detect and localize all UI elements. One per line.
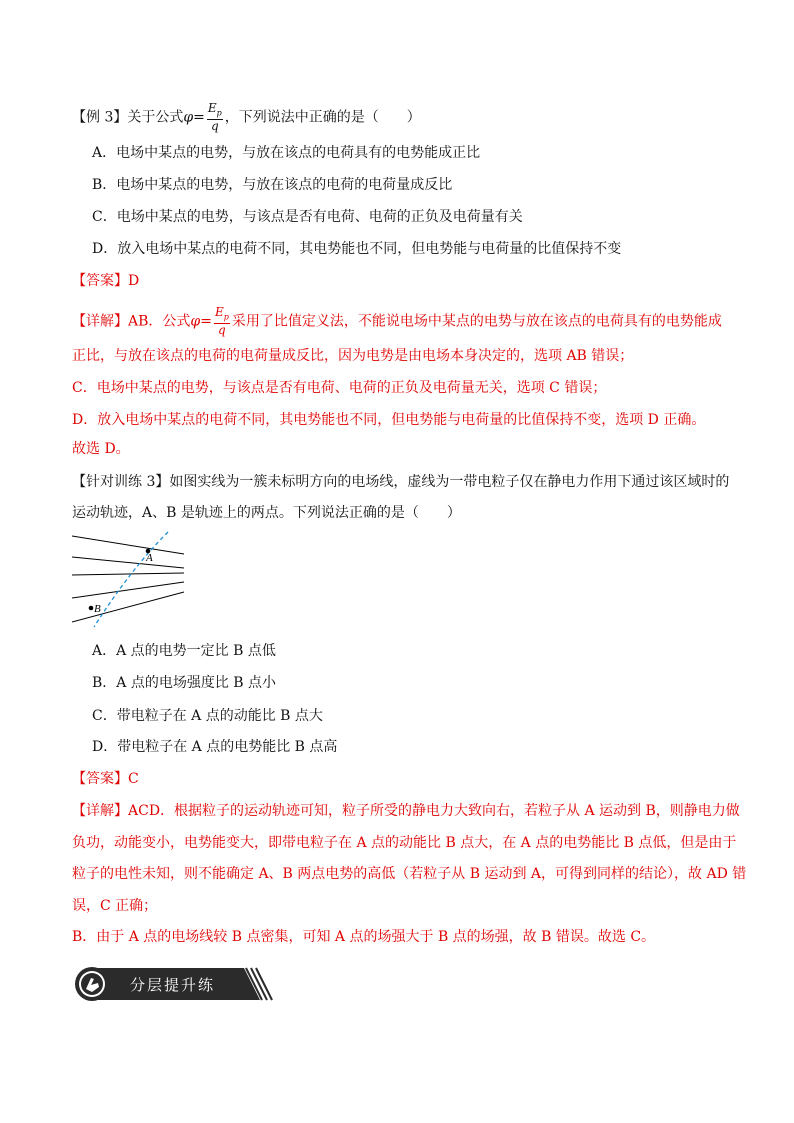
electric-field-figure xyxy=(72,530,192,630)
example3-suffix: ，下列说法中正确的是（ ） xyxy=(224,109,421,126)
detail-fraction-subscript: p xyxy=(223,312,229,322)
training3-detail-line: B．由于 A 点的电场线较 B 点密集，可知 A 点的场强大于 B 点的场强，故 B 错误。故选 C。 xyxy=(72,929,656,945)
example3-detail-line: C．电场中某点的电势，与该点是否有电荷、电荷的正负及电荷量无关，选项 C 错误； xyxy=(72,380,607,396)
training3-option-b: B．A 点的电场强度比 B 点小 xyxy=(92,675,277,691)
fraction-subscript: p xyxy=(216,108,222,118)
example3-option-b: B．电场中某点的电势，与放在该点的电荷的电荷量成反比 xyxy=(92,177,453,193)
example3-detail-first xyxy=(72,306,722,337)
example3-question xyxy=(72,102,421,133)
example3-detail-line: 故选 D。 xyxy=(72,441,130,457)
field-line xyxy=(72,557,184,568)
training3-option-c: C．带电粒子在 A 点的动能比 B 点大 xyxy=(92,708,323,724)
detail-fraction-denominator: q xyxy=(218,323,226,338)
fraction-denominator: q xyxy=(211,119,219,134)
fraction-numerator: E xyxy=(207,101,217,115)
training3-detail-line: 【详解】ACD．根据粒子的运动轨迹可知，粒子所受的静电力大致向右，若粒子从 A 运动到 B，则静电力做 xyxy=(72,803,740,819)
detail-fraction-numerator: E xyxy=(214,305,224,319)
training3-answer: 【答案】C xyxy=(72,771,139,787)
training3-detail-line: 粒子的电性未知，则不能确定 A、B 两点电势的高低（若粒子从 B 运动到 A，可得到同样的结论），故 AD 错 xyxy=(72,866,747,882)
detail-formula-fraction xyxy=(214,306,230,337)
formula-equals: = xyxy=(193,109,205,126)
field-line xyxy=(72,536,184,554)
detail-formula-phi: φ xyxy=(190,313,201,330)
example3-prefix: 【例 3】关于公式 xyxy=(72,109,184,126)
field-line xyxy=(72,582,184,598)
example3-option-d: D．放入电场中某点的电荷不同，其电势能也不同，但电势能与电荷量的比值保持不变 xyxy=(92,241,622,257)
point-b-label: B xyxy=(94,603,101,615)
field-line xyxy=(72,592,184,622)
example3-answer: 【答案】D xyxy=(72,273,140,289)
banner-title: 分层提升练 xyxy=(130,976,216,994)
detail-formula-equals: = xyxy=(200,313,212,330)
training3-option-a: A．A 点的电势一定比 B 点低 xyxy=(92,643,276,659)
point-b-dot xyxy=(89,606,94,611)
point-a-label: A xyxy=(146,552,153,564)
example3-option-c: C．电场中某点的电势，与该点是否有电荷、电荷的正负及电荷量有关 xyxy=(92,209,523,225)
example3-detail-line: 正比，与放在该点的电荷的电荷量成反比，因为电势是由电场本身决定的，选项 AB 错误； xyxy=(72,348,634,364)
formula-phi: φ xyxy=(183,109,194,126)
section-banner xyxy=(74,966,274,1002)
training3-detail-line: 误，C 正确； xyxy=(72,898,158,914)
detail-prefix: 【详解】AB．公式 xyxy=(72,313,191,330)
example3-option-a: A．电场中某点的电势，与放在该点的电荷具有的电势能成正比 xyxy=(92,145,481,161)
detail-suffix: 采用了比值定义法，不能说电场中某点的电势与放在该点的电荷具有的电势能成 xyxy=(231,313,722,330)
formula-fraction xyxy=(207,102,223,133)
field-lines xyxy=(72,536,184,622)
training3-detail-line: 负功，动能变小，电势能变大，即带电粒子在 A 点的动能比 B 点大，在 A 点的电势能比 B 点低，但是由于 xyxy=(72,835,737,851)
hand-pointer-icon xyxy=(75,967,109,1001)
training3-stem-line: 【针对训练 3】如图实线为一簇未标明方向的电场线，虚线为一带电粒子仅在静电力作用下通过该区域时的 xyxy=(72,474,730,490)
example3-detail-line: D．放入电场中某点的电荷不同，其电势能也不同，但电势能与电荷量的比值保持不变，选项 D 正确。 xyxy=(72,412,706,428)
field-line xyxy=(72,573,184,575)
training3-option-d: D．带电粒子在 A 点的电势能比 B 点高 xyxy=(92,739,338,755)
training3-stem-line: 运动轨迹，A、B 是轨迹上的两点。下列说法正确的是（ ） xyxy=(72,505,461,521)
